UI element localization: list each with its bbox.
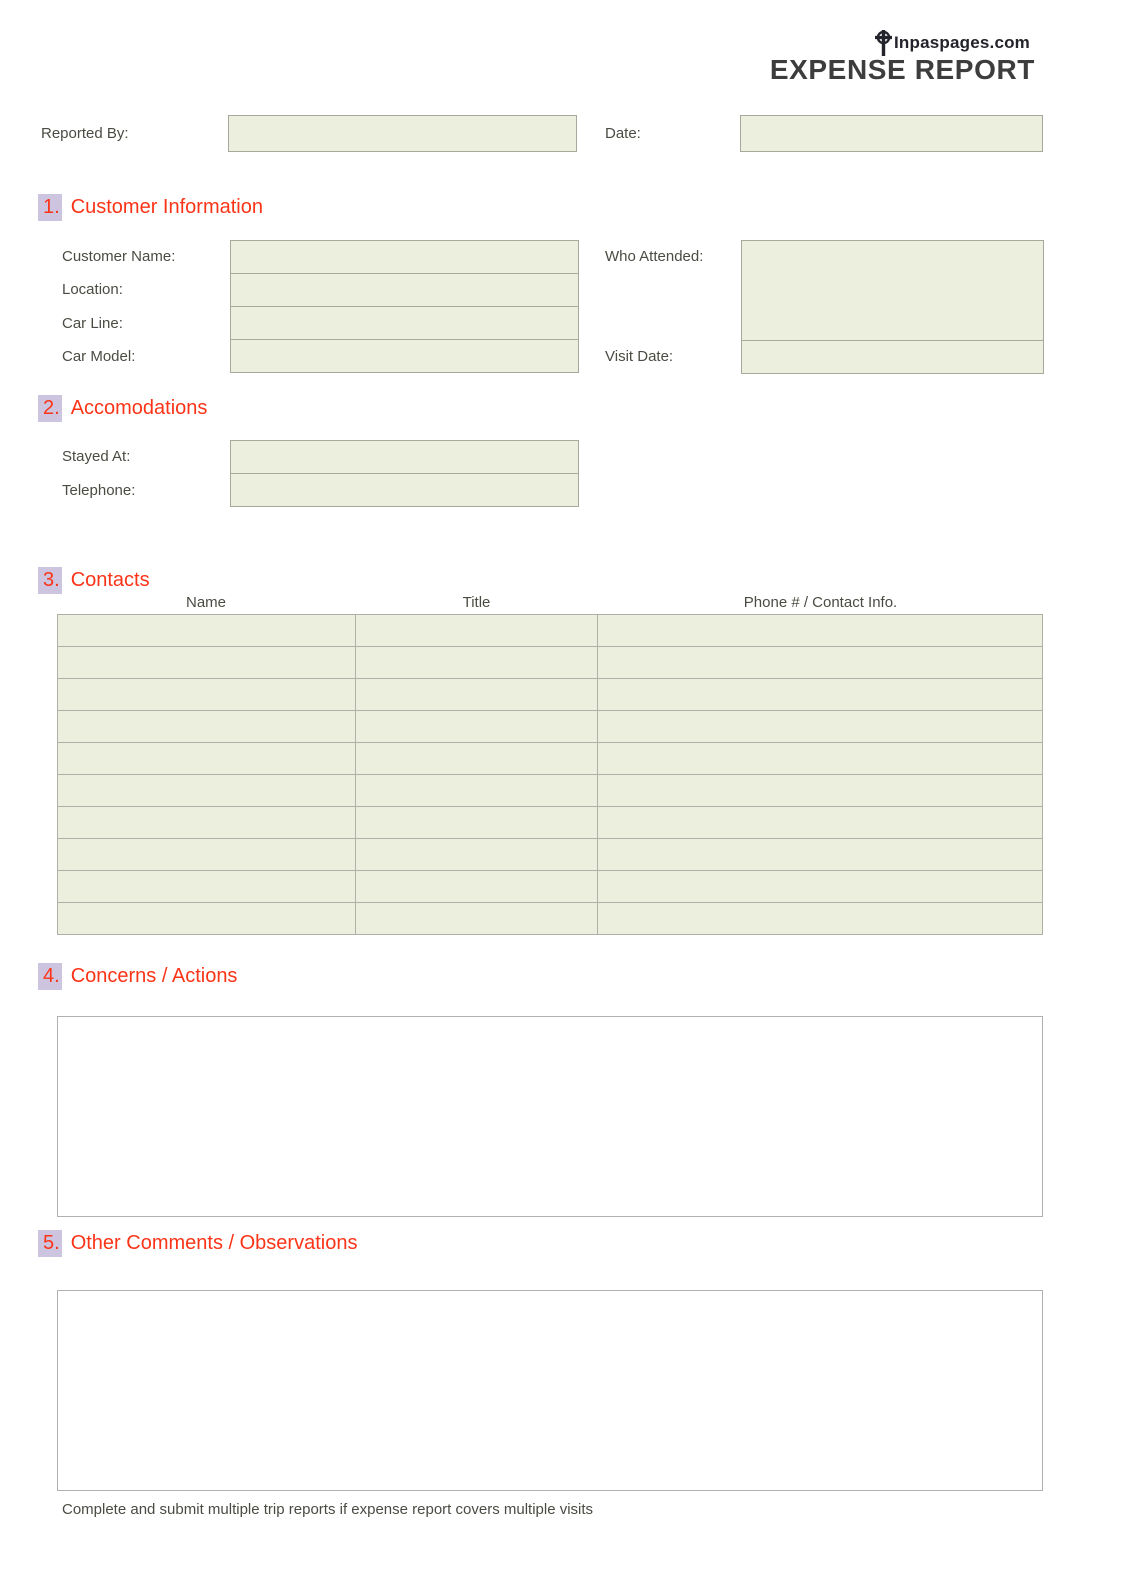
contacts-cell[interactable] — [598, 775, 1043, 807]
contacts-cell[interactable] — [58, 839, 356, 871]
contacts-row — [58, 743, 1043, 775]
contacts-table — [57, 614, 1043, 935]
date-label: Date: — [605, 125, 641, 142]
section-number-1: 1. — [38, 194, 62, 221]
section-title-accommodations: Accomodations — [70, 397, 208, 419]
contacts-cell[interactable] — [58, 871, 356, 903]
contacts-cell[interactable] — [598, 647, 1043, 679]
celtic-cross-icon — [874, 30, 894, 56]
contacts-cell[interactable] — [58, 679, 356, 711]
car-model-input[interactable] — [230, 339, 579, 373]
section-heading-customer — [38, 194, 263, 221]
contacts-cell[interactable] — [598, 903, 1043, 935]
contacts-cell[interactable] — [58, 903, 356, 935]
concerns-textarea[interactable] — [57, 1016, 1043, 1217]
customer-right-labels — [605, 240, 741, 374]
stayed-at-input[interactable] — [230, 440, 579, 474]
car-line-input[interactable] — [230, 306, 579, 340]
contacts-row — [58, 871, 1043, 903]
contacts-cell[interactable] — [598, 743, 1043, 775]
contacts-cell[interactable] — [598, 839, 1043, 871]
contacts-cell[interactable] — [598, 711, 1043, 743]
contacts-cell[interactable] — [355, 839, 598, 871]
brand-logo-text: Inpaspages.com — [893, 33, 1030, 52]
report-meta-row — [41, 115, 1043, 152]
customer-right-inputs — [741, 240, 1044, 374]
contacts-col-title: Title — [462, 594, 491, 611]
contacts-row — [58, 807, 1043, 839]
reported-by-input[interactable] — [228, 115, 577, 152]
contacts-cell[interactable] — [58, 615, 356, 647]
contacts-cell[interactable] — [58, 647, 356, 679]
contacts-row — [58, 839, 1043, 871]
section-heading-concerns — [38, 963, 237, 990]
contacts-row — [58, 647, 1043, 679]
contacts-cell[interactable] — [58, 743, 356, 775]
contacts-cell[interactable] — [355, 743, 598, 775]
who-attended-label: Who Attended: — [605, 248, 704, 265]
contacts-table-body — [58, 615, 1043, 935]
visit-date-input[interactable] — [741, 340, 1044, 374]
customer-info-grid — [62, 240, 1044, 374]
date-input[interactable] — [740, 115, 1043, 152]
section-heading-accommodations — [38, 395, 207, 422]
contacts-cell[interactable] — [355, 807, 598, 839]
section-title-other-comments: Other Comments / Observations — [70, 1232, 358, 1254]
accommodations-grid — [62, 440, 579, 507]
section-number-4: 4. — [38, 963, 62, 990]
accommodations-labels — [62, 440, 230, 507]
telephone-label: Telephone: — [62, 481, 136, 499]
accommodations-inputs — [230, 440, 579, 507]
contacts-row — [58, 903, 1043, 935]
contacts-cell[interactable] — [355, 615, 598, 647]
contacts-row — [58, 775, 1043, 807]
contacts-column-headers — [57, 594, 1043, 611]
page-title: EXPENSE REPORT — [769, 54, 1035, 85]
section-number-2: 2. — [38, 395, 62, 422]
contacts-cell[interactable] — [598, 807, 1043, 839]
contacts-cell[interactable] — [355, 775, 598, 807]
footer-note: Complete and submit multiple trip reports if expense report covers multiple visits — [62, 1501, 594, 1518]
contacts-cell[interactable] — [58, 711, 356, 743]
section-number-3: 3. — [38, 567, 62, 594]
other-comments-textarea[interactable] — [57, 1290, 1043, 1491]
contacts-col-name: Name — [185, 594, 226, 611]
customer-labels — [62, 240, 230, 374]
stayed-at-label: Stayed At: — [62, 448, 131, 465]
who-attended-textarea[interactable] — [741, 240, 1044, 341]
reported-by-label: Reported By: — [41, 125, 129, 142]
section-heading-other-comments — [38, 1230, 357, 1257]
contacts-cell[interactable] — [598, 615, 1043, 647]
customer-name-input[interactable] — [230, 240, 579, 274]
contacts-cell[interactable] — [355, 679, 598, 711]
car-line-label: Car Line: — [62, 314, 123, 332]
contacts-cell[interactable] — [58, 807, 356, 839]
customer-inputs — [230, 240, 579, 374]
section-title-concerns: Concerns / Actions — [70, 965, 238, 987]
contacts-cell[interactable] — [355, 871, 598, 903]
location-input[interactable] — [230, 273, 579, 307]
location-label: Location: — [62, 281, 123, 299]
contacts-row — [58, 615, 1043, 647]
customer-name-label: Customer Name: — [62, 248, 176, 265]
section-number-5: 5. — [38, 1230, 62, 1257]
contacts-col-phone: Phone # / Contact Info. — [743, 594, 898, 611]
contacts-cell[interactable] — [598, 871, 1043, 903]
visit-date-label: Visit Date: — [605, 348, 674, 365]
section-title-customer: Customer Information — [70, 196, 263, 218]
contacts-cell[interactable] — [355, 647, 598, 679]
contacts-cell[interactable] — [355, 711, 598, 743]
contacts-cell[interactable] — [58, 775, 356, 807]
car-model-label: Car Model: — [62, 347, 136, 365]
contacts-cell[interactable] — [355, 903, 598, 935]
brand-logo — [874, 30, 1030, 56]
telephone-input[interactable] — [230, 473, 579, 507]
contacts-row — [58, 711, 1043, 743]
contacts-row — [58, 679, 1043, 711]
section-title-contacts: Contacts — [70, 569, 150, 591]
section-heading-contacts — [38, 567, 150, 594]
contacts-cell[interactable] — [598, 679, 1043, 711]
